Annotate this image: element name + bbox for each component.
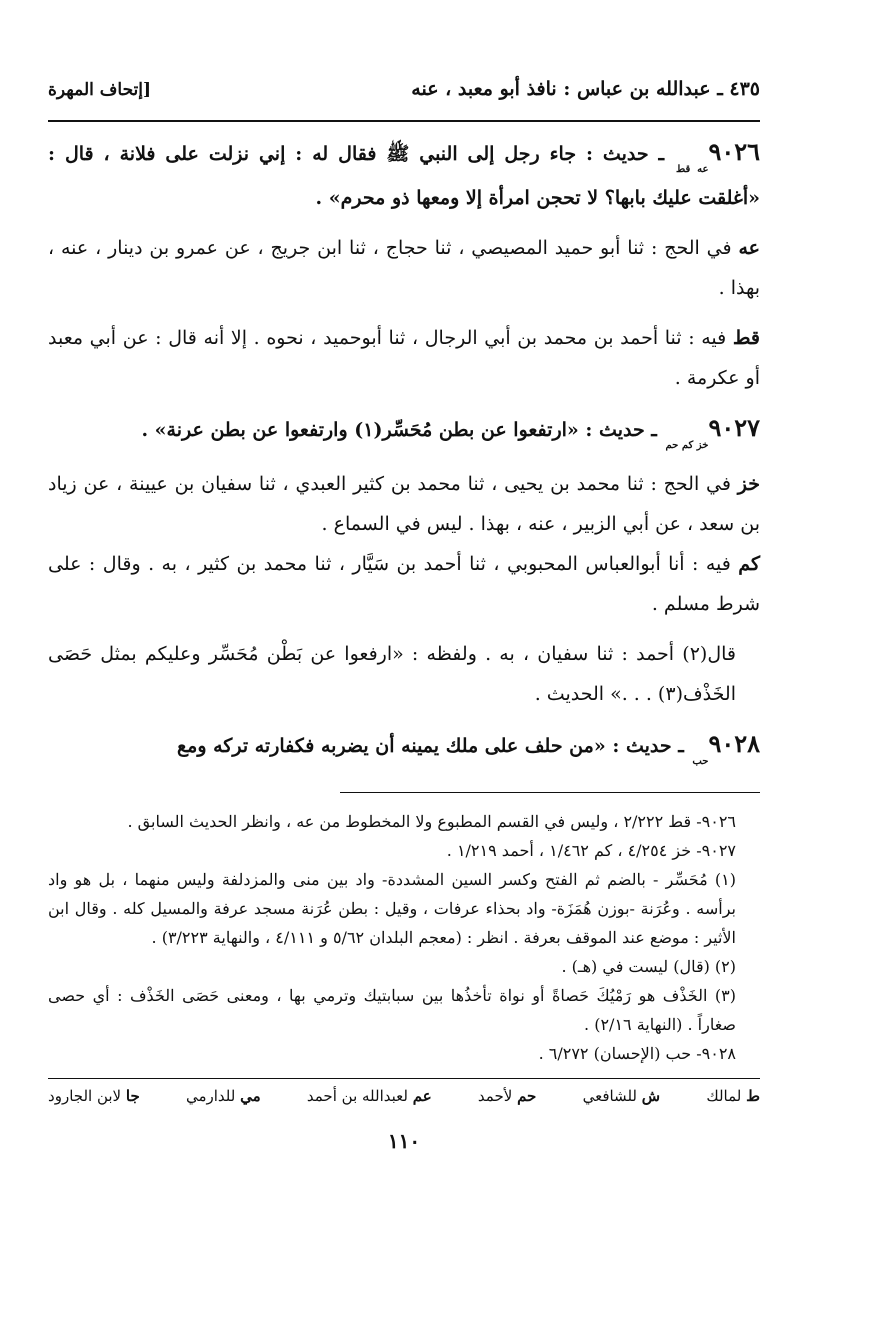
footnote: (١) مُحَسِّر - بالضم ثم الفتح وكسر السين المشددة- واد بين منى والمزدلفة وليس منهما ، بل هو واد برأسه . وعُرَنة -بوزن هُمَزَة- واد بحذاء عرفات ، وقيل : بطن عُرَنة مسجد عرفة والمسيل كله . وقال ابن الأثير : موضع عند الموقف بعرفة . انظر : (معجم البلدان ٥/٦٢ و ٤/١١١ ، والنهاية ٣/٢٢٣) . [48,870,736,947]
footnote: ٩٠٢٧- خز ٤/٢٥٤ ، كم ١/٤٦٢ ، أحمد ١/٢١٩ . [446,841,736,860]
chapter-title: ٤٣٥ ـ عبدالله بن عباس : نافذ أبو معبد ، عنه [411,78,760,100]
footnote-rule [340,792,760,793]
footnote: ٩٠٢٦- قط ٢/٢٢٢ ، وليس في القسم المطبوع ولا المخطوط من عه ، وانظر الحديث السابق . [127,812,736,831]
isnad-paragraph [48,544,760,624]
isnad-text: في الحج : ثنا محمد بن يحيى ، ثنا محمد بن كثير العبدي ، ثنا سفيان بن عيينة ، عن زياد بن سعد ، عن أبي الزبير ، عنه ، بهذا . ليس في السماع . [48,473,760,535]
hadith-9026 [48,132,760,218]
entry-number: ٩٠٢٦ [708,137,760,166]
entry-number: ٩٠٢٨ [708,729,760,758]
source-codes: خز كم حم [665,440,709,451]
isnad-paragraph [48,318,760,398]
source-codes: حب [692,756,709,767]
isnad-text: فيه : أنا أبوالعباس المحبوبي ، ثنا أحمد بن سَيَّار ، ثنا محمد بن كثير ، به . وقال : على شرط مسلم . [48,553,760,615]
isnad-paragraph [48,634,760,714]
abbreviation: عم لعبدالله بن أحمد [306,1087,432,1105]
footnote: ٩٠٢٨- حب (الإحسان) ٦/٢٧٢ . [538,1044,736,1063]
isnad-paragraph [48,464,760,544]
abbreviation: حم لأحمد [477,1087,537,1105]
isnad-text: قال(٢) أحمد : ثنا سفيان ، به . ولفظه : «ارفعوا عن بَطْن مُحَسِّر وعليكم بمثل حَصَى الخَذْف(٣) . . .» الحديث . [48,643,736,705]
entry-number: ٩٠٢٧ [708,413,760,442]
running-header [48,78,760,114]
hadith-9027 [48,408,760,454]
isnad-paragraph [48,228,760,308]
abbreviations-key [48,1087,760,1105]
source-code: كم [738,553,760,575]
book-page [48,78,760,1153]
header-rule [48,120,760,122]
isnad-text: فيه : ثنا أحمد بن محمد بن أبي الرجال ، ثنا أبوحميد ، نحوه . إلا أنه قال : عن أبي معبد أو عكرمة . [48,327,760,389]
source-code: خز [737,473,760,495]
hadith-text: ـ حديث : جاء رجل إلى النبي ﷺ فقال له : إني نزلت على فلانة ، قال : «أغلقت عليك بابها؟ لا تحجن امرأة إلا ومعها ذو محرم» . [48,143,760,209]
abbreviation: ط لمالك [706,1087,760,1105]
hadith-text: ـ حديث : «من حلف على ملك يمينه أن يضربه فكفارته تركه ومع [177,735,684,757]
page-number: ١١٠ [387,1129,421,1153]
source-code: عه [738,237,760,259]
abbreviations-rule [48,1078,760,1079]
book-title: [إتحاف المهرة [48,80,152,100]
source-codes: عه قط [676,164,709,175]
abbreviation: مي للدارمي [185,1087,261,1105]
hadith-text: ـ حديث : «ارتفعوا عن بطن مُحَسِّر(١) وارتفعوا عن بطن عرنة» . [141,419,657,441]
isnad-text: في الحج : ثنا أبو حميد المصيصي ، ثنا حجاج ، ثنا ابن جريج ، عن عمرو بن دينار ، عنه ، بهذا . [48,237,760,299]
source-code: قط [732,327,760,349]
footnote: (٢) (قال) ليست في (هـ) . [561,957,736,976]
hadith-9028 [48,724,760,770]
abbreviation: ش للشافعي [582,1087,661,1105]
abbreviation: جا لابن الجارود [48,1087,140,1105]
footnote: (٣) الخَذْف هو رَمْيُكَ حَصاةً أو نواة تأخذُها بين سبابتيك وترمي بها ، ومعنى حَصَى الخَذْف : أي حصى صغاراً . (النهاية ٢/١٦) . [48,986,736,1034]
